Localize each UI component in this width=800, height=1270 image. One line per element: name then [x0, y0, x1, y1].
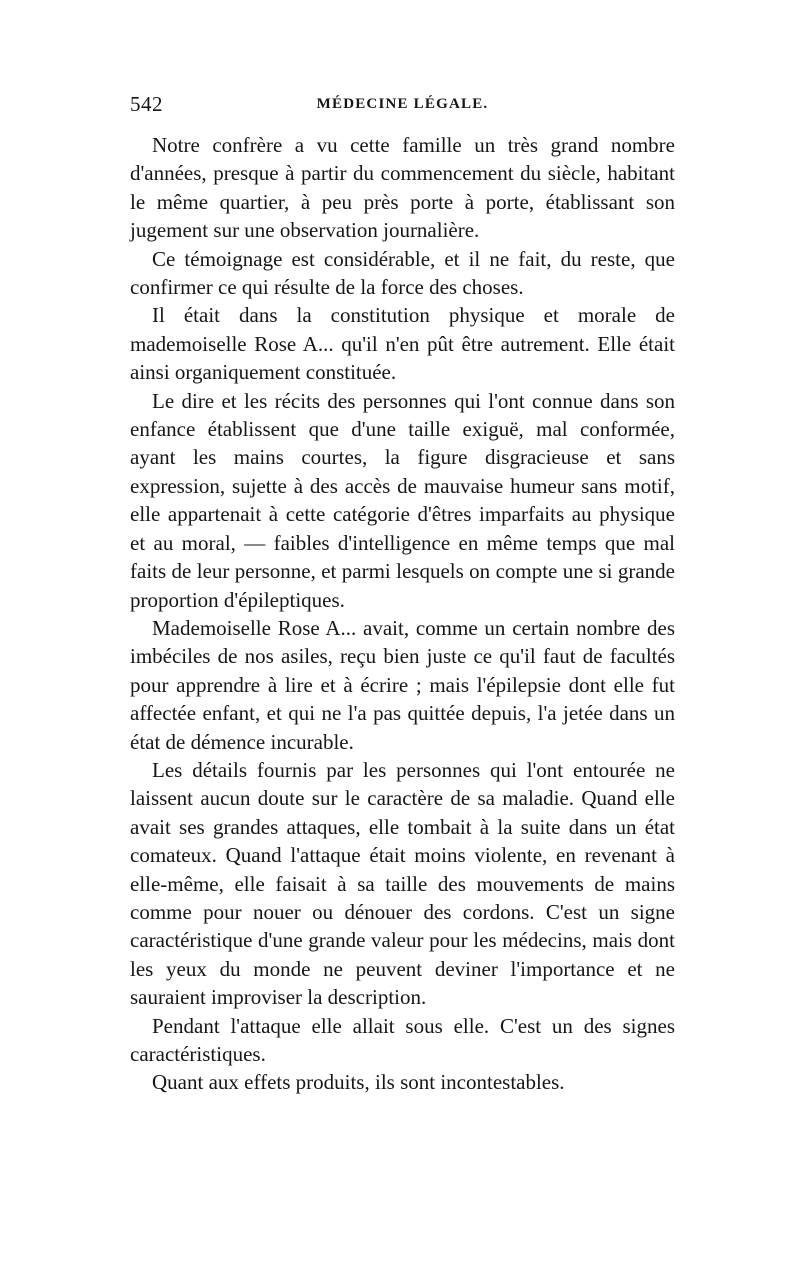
page-header [130, 92, 675, 122]
paragraph-1: Notre confrère a vu cette famille un très grand nombre d'années, presque à partir du commencement du siècle, habitant le même quartier, à peu près porte à porte, établissant son jugement sur une observation journalière. [130, 133, 675, 243]
paragraph-2: Ce témoignage est considérable, et il ne fait, du reste, que confirmer ce qui résulte de la force des choses. [130, 246, 675, 300]
paragraph-4: Le dire et les récits des personnes qui l'ont connue dans son enfance établissent que d'une taille exiguë, mal conformée, ayant les mains courtes, la figure disgracieuse et sans expression, sujette à des accès de mauvaise humeur sans motif, elle appartenait à cette catégorie d'êtres imparfaits au physique et au moral, — faibles d'intelligence en même temps que mal faits de leur personne, et parmi lesquels on compte une si grande proportion d'épileptiques. [130, 388, 675, 612]
paragraph-3: Il était dans la constitution physique et morale de mademoiselle Rose A... qu'il n'en pût être autrement. Elle était ainsi organiquement constituée. [130, 303, 675, 385]
page-number: 542 [130, 92, 163, 116]
paragraph-8: Quant aux effets produits, ils sont incontestables. [152, 1070, 565, 1095]
paragraph-5: Mademoiselle Rose A... avait, comme un certain nombre des imbéciles de nos asiles, reçu bien juste ce qu'il faut de facultés pour apprendre à lire et à écrire ; mais l'épilepsie dont elle fut affectée enfant, et qui ne l'a pas quittée depuis, l'a jetée dans un état de démence incurable. [130, 615, 675, 754]
paragraph-7: Pendant l'attaque elle allait sous elle. C'est un des signes caractéristiques. [130, 1013, 675, 1066]
paragraph-6: Les détails fournis par les personnes qui l'ont entourée ne laissent aucun doute sur le caractère de sa maladie. Quand elle avait ses grandes attaques, elle tombait à la suite dans un état comateux. Quand l'attaque était moins violente, en revenant à elle-même, elle faisait à sa taille des mouvements de mains comme pour nouer ou dénouer des cordons. C'est un signe caractéristique d'une grande valeur pour les médecins, mais dont les yeux du monde ne peuvent deviner l'importance et ne sauraient improviser la description. [130, 757, 675, 1010]
running-title: MÉDECINE LÉGALE. [316, 96, 489, 112]
body-text [130, 131, 675, 1097]
